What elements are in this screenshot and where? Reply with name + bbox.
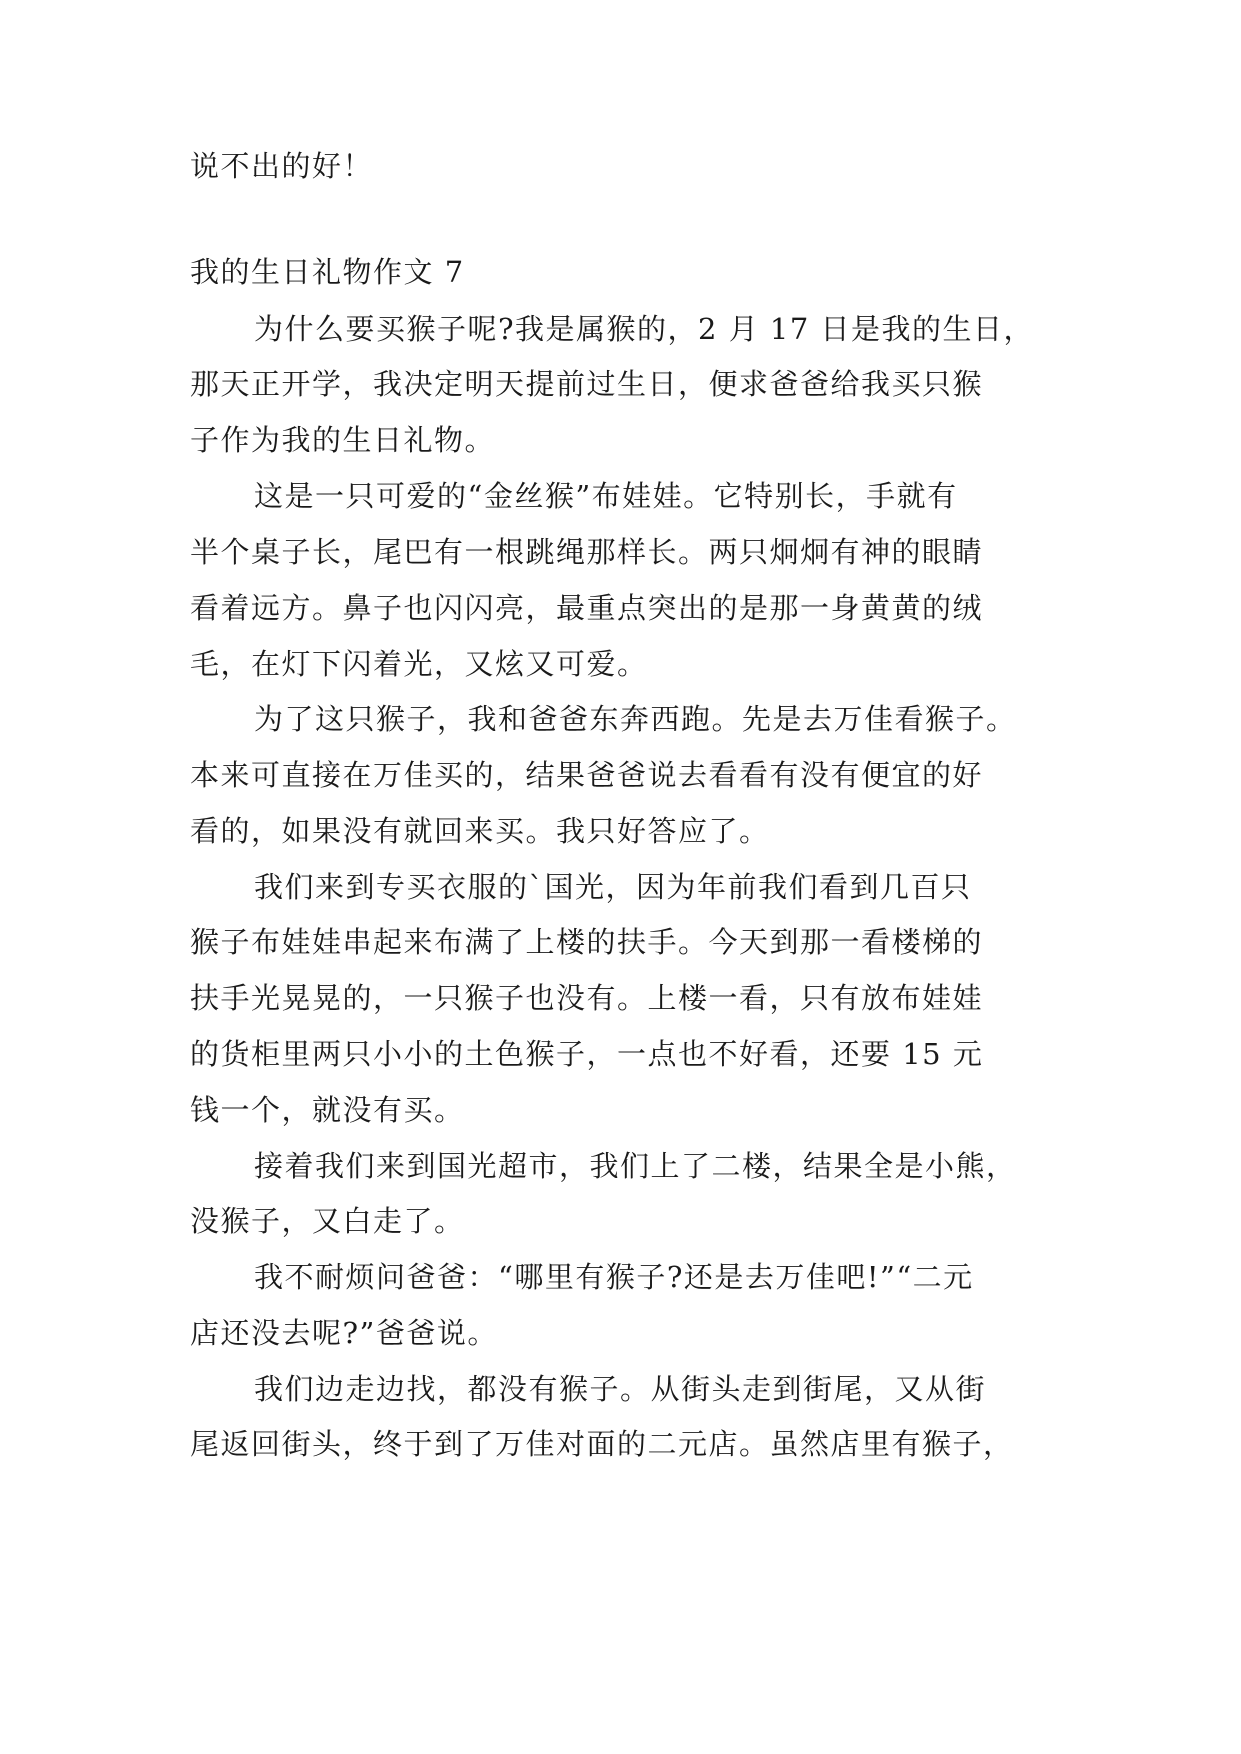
text-line: 看着远方。鼻子也闪闪亮，最重点突出的是那一身黄黄的绒 [190, 591, 984, 625]
text-line: 子作为我的生日礼物。 [190, 423, 496, 457]
text-line: 那天正开学，我决定明天提前过生日，便求爸爸给我买只猴 [190, 367, 984, 401]
section-heading: 我的生日礼物作文 7 [190, 255, 465, 289]
text-line: 说不出的好！ [190, 149, 374, 183]
text-line: 毛，在灯下闪着光，又炫又可爱。 [190, 647, 648, 681]
text-line: 这是一只可爱的“金丝猴”布娃娃。它特别长，手就有 [254, 479, 958, 513]
text-line: 钱一个，就没有买。 [190, 1093, 465, 1127]
text-line: 店还没去呢?”爸爸说。 [190, 1316, 498, 1350]
text-line: 半个桌子长，尾巴有一根跳绳那样长。两只炯炯有神的眼睛 [190, 535, 984, 569]
text-line: 的货柜里两只小小的土色猴子，一点也不好看，还要 15 元 [190, 1037, 984, 1071]
text-line: 看的，如果没有就回来买。我只好答应了。 [190, 814, 770, 848]
text-line: 本来可直接在万佳买的，结果爸爸说去看看有没有便宜的好 [190, 758, 984, 792]
text-line: 我们边走边找，都没有猴子。从街头走到街尾，又从街 [254, 1372, 987, 1406]
text-line: 没猴子，又白走了。 [190, 1204, 465, 1238]
text-line: 尾返回街头，终于到了万佳对面的二元店。虽然店里有猴子， [190, 1427, 1014, 1461]
text-line: 我们来到专买衣服的`国光，因为年前我们看到几百只 [254, 870, 972, 904]
text-line: 猴子布娃娃串起来布满了上楼的扶手。今天到那一看楼梯的 [190, 925, 984, 959]
text-line: 为了这只猴子，我和爸爸东奔西跑。先是去万佳看猴子。 [254, 702, 1017, 736]
text-line: 扶手光晃晃的，一只猴子也没有。上楼一看，只有放布娃娃 [190, 981, 984, 1015]
text-line: 我不耐烦问爸爸：“哪里有猴子?还是去万佳吧!”“二元 [254, 1260, 974, 1294]
text-line: 接着我们来到国光超市，我们上了二楼，结果全是小熊， [254, 1149, 1017, 1183]
text-line: 为什么要买猴子呢?我是属猴的，2 月 17 日是我的生日， [254, 312, 1035, 346]
